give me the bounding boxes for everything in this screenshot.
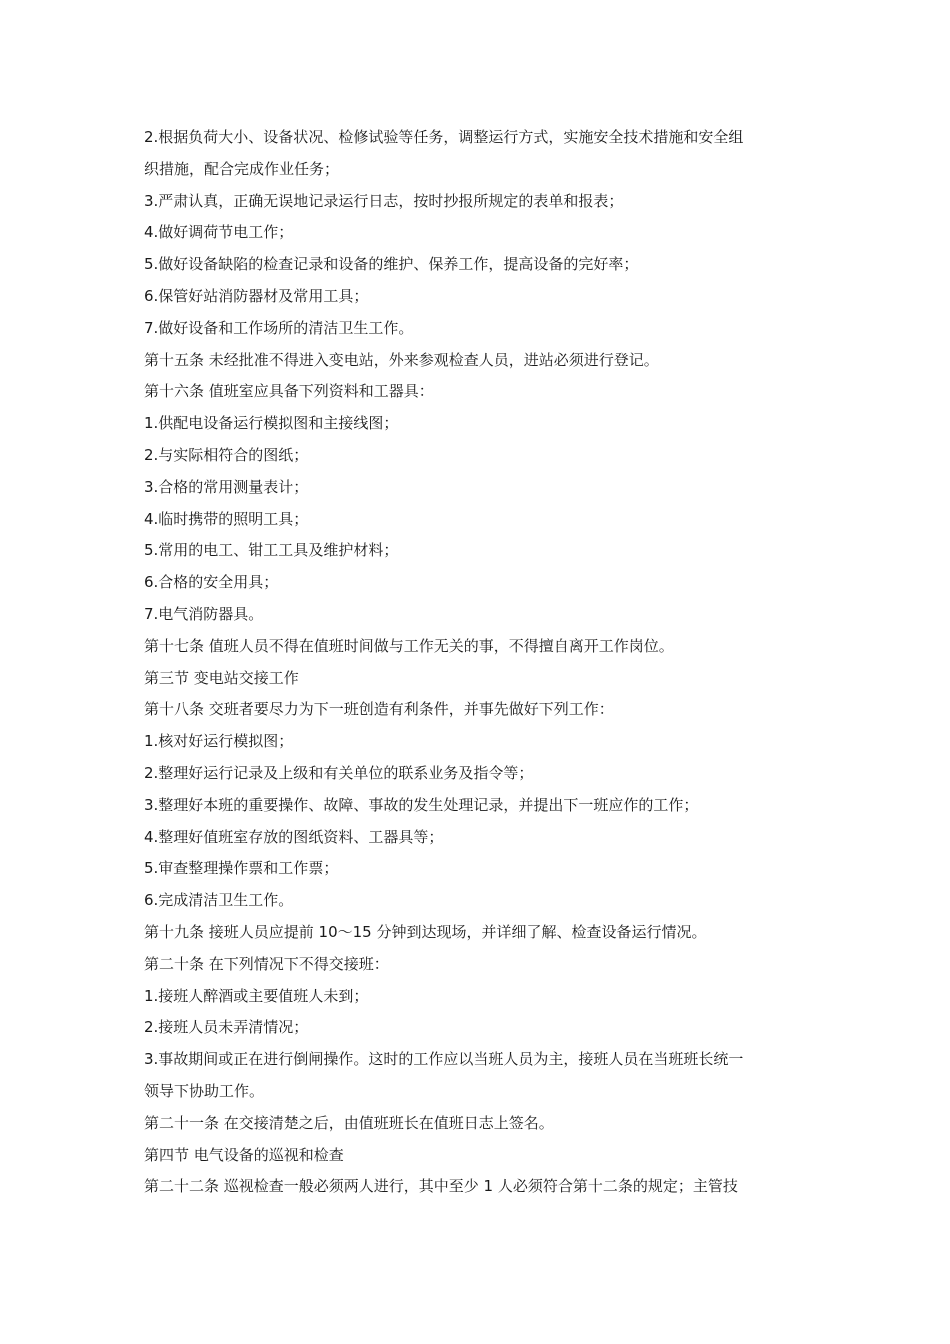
text-line: 4.做好调荷节电工作； (144, 223, 294, 242)
text-line: 5.常用的电工、钳工工具及维护材料； (144, 541, 399, 560)
text-line: 7.电气消防器具。 (144, 604, 264, 623)
text-line: 织措施，配合完成作业任务； (144, 159, 340, 178)
text-line: 1.接班人醉酒或主要值班人未到； (144, 986, 369, 1005)
text-line: 5.做好设备缺陷的检查记录和设备的维护、保养工作，提高设备的完好率； (144, 255, 639, 274)
text-line: 6.完成清洁卫生工作。 (144, 891, 294, 910)
article-15: 第十五条 未经批准不得进入变电站，外来参观检查人员，进站必须进行登记。 (144, 350, 659, 369)
text-line: 4.整理好值班室存放的图纸资料、工器具等； (144, 827, 444, 846)
text-line: 2.整理好运行记录及上级和有关单位的联系业务及指令等； (144, 763, 534, 782)
text-line: 1.核对好运行模拟图； (144, 732, 294, 751)
article-20: 第二十条 在下列情况下不得交接班： (144, 954, 389, 973)
document-body (144, 122, 814, 1203)
article-21: 第二十一条 在交接清楚之后，由值班班长在值班日志上签名。 (144, 1113, 554, 1132)
text-line: 领导下协助工作。 (144, 1081, 265, 1100)
text-line: 6.保管好站消防器材及常用工具； (144, 286, 369, 305)
article-19: 第十九条 接班人员应提前 10～15 分钟到达现场，并详细了解、检查设备运行情况。 (144, 922, 707, 941)
text-line: 1.供配电设备运行模拟图和主接线图； (144, 414, 399, 433)
article-16: 第十六条 值班室应具备下列资料和工器具： (144, 382, 434, 401)
text-line: 3.事故期间或正在进行倒闸操作。这时的工作应以当班人员为主，接班人员在当班班长统一 (144, 1050, 744, 1069)
text-line: 4.临时携带的照明工具； (144, 509, 309, 528)
article-22: 第二十二条 巡视检查一般必须两人进行，其中至少 1 人必须符合第十二条的规定；主管技 (144, 1177, 738, 1196)
text-line: 6.合格的安全用具； (144, 573, 279, 592)
section-heading-3: 第三节 变电站交接工作 (144, 668, 299, 687)
text-line: 2.根据负荷大小、设备状况、检修试验等任务，调整运行方式，实施安全技术措施和安全组 (144, 128, 744, 146)
text-line: 3.整理好本班的重要操作、故障、事故的发生处理记录，并提出下一班应作的工作； (144, 795, 699, 814)
text-line: 3.严肃认真，正确无误地记录运行日志，按时抄报所规定的表单和报表； (144, 191, 624, 210)
text-line: 7.做好设备和工作场所的清洁卫生工作。 (144, 318, 414, 337)
section-heading-4: 第四节 电气设备的巡视和检查 (144, 1145, 344, 1164)
text-line: 3.合格的常用测量表计； (144, 477, 309, 496)
text-line: 2.与实际相符合的图纸； (144, 445, 309, 464)
text-line: 2.接班人员未弄清情况； (144, 1018, 309, 1037)
article-17: 第十七条 值班人员不得在值班时间做与工作无关的事，不得擅自离开工作岗位。 (144, 636, 674, 655)
text-line: 5.审查整理操作票和工作票； (144, 859, 339, 878)
article-18: 第十八条 交班者要尽力为下一班创造有利条件，并事先做好下列工作： (144, 700, 614, 719)
